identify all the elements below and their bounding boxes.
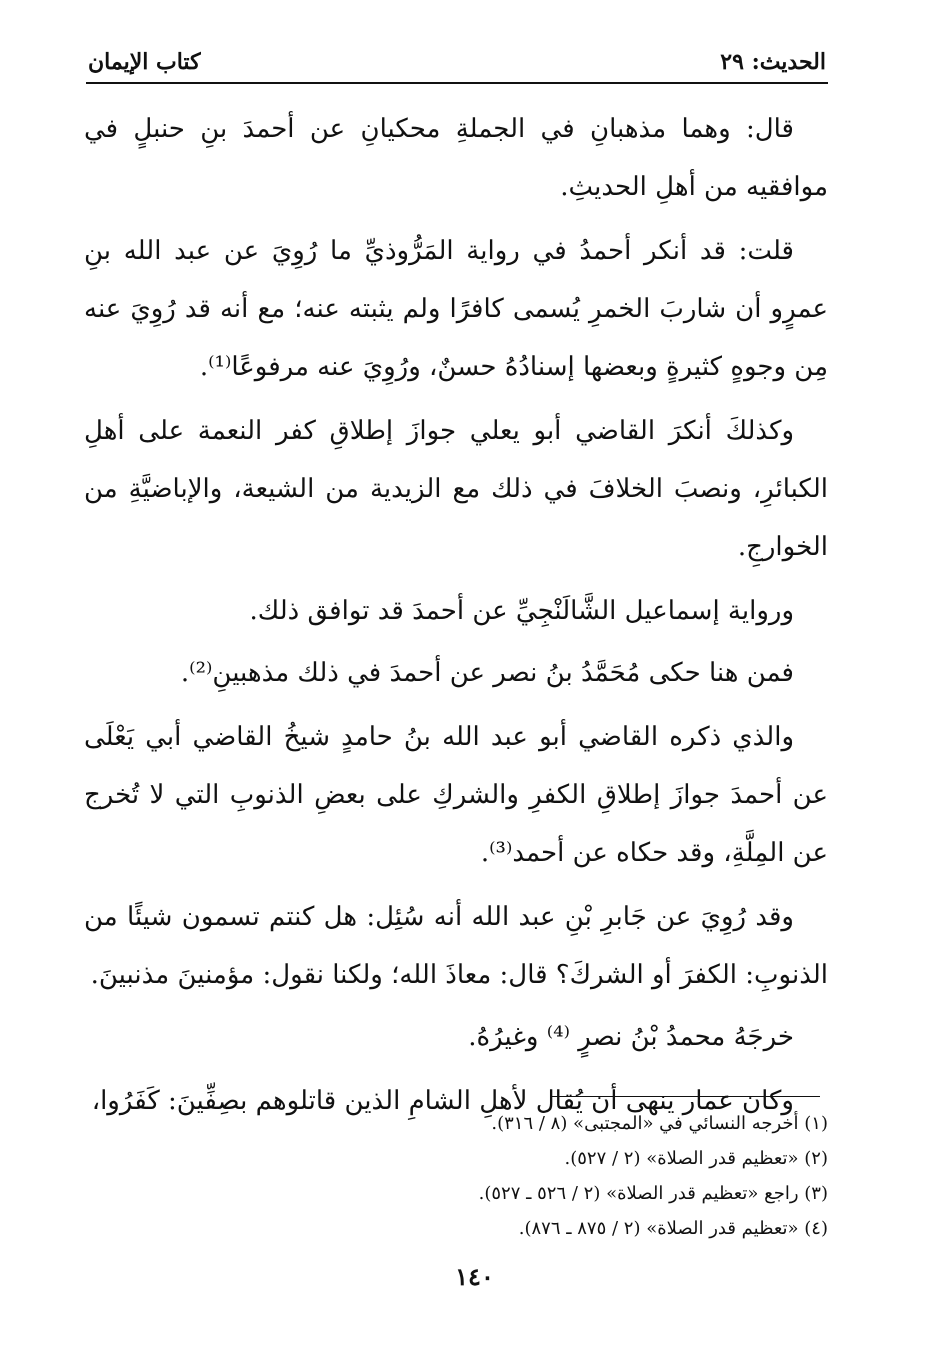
header-divider xyxy=(86,82,828,84)
paragraph: وكان عمار ينهى أن يُقال لأهلِ الشامِ الذين قاتلوهم بصِفِّينَ: كَفَرُوا، xyxy=(91,1086,794,1116)
footnotes xyxy=(84,1106,828,1246)
footnote: (١) أخرجه النسائي في «المجتبى» (٨ / ٣١٦). xyxy=(491,1113,828,1134)
footnote-divider xyxy=(552,1096,820,1097)
main-text xyxy=(84,100,828,1136)
paragraph: فمن هنا حكى مُحَمَّدُ بنُ نصر عن أحمدَ في ذلك مذهبينِ⁽²⁾. xyxy=(180,658,794,688)
paragraph: والذي ذكره القاضي أبو عبد الله بنُ حامدٍ شيخُ القاضي أبي يَعْلَى عن أحمدَ جوازَ إطلاقِ الكفرِ والشركِ على بعضِ الذنوبِ التي لا تُخرج عن المِلَّةِ، وقد حكاه عن أحمد⁽³⁾. xyxy=(84,722,828,868)
footnote: (٤) «تعظيم قدر الصلاة» (٢ / ٨٧٥ ـ ٨٧٦). xyxy=(518,1218,828,1239)
paragraph: ورواية إسماعيل الشَّالَنْجِيِّ عن أحمدَ قد توافق ذلك. xyxy=(249,596,794,626)
paragraph: وكذلكَ أنكرَ القاضي أبو يعلي جوازَ إطلاقِ كفر النعمة على أهلِ الكبائرِ، ونصبَ الخلافَ في ذلك مع الزيدية من الشيعة، والإباضيَّةِ من الخوارجِ. xyxy=(84,416,828,562)
footnote: (٢) «تعظيم قدر الصلاة» (٢ / ٥٢٧). xyxy=(564,1148,828,1169)
paragraph: قال: وهما مذهبانِ في الجملةِ محكيانِ عن أحمدَ بنِ حنبلٍ في موافقيه من أهلِ الحديثِ. xyxy=(84,114,828,202)
paragraph: قلت: قد أنكر أحمدُ في رواية المَرُّوذيِّ ما رُوِيَ عن عبد الله بنِ عمرٍو أن شاربَ الخمرِ يُسمى كافرًا ولم يثبته عنه؛ مع أنه قد رُوِيَ عنه مِن وجوهٍ كثيرةٍ وبعضها إسنادُهُ حسنٌ، ورُوِيَ عنه مرفوعًا⁽¹⁾. xyxy=(84,236,828,382)
paragraph: وقد رُوِيَ عن جَابرِ بْنِ عبد الله أنه سُئِل: هل كنتم تسمون شيئًا من الذنوبِ: الكفرَ أو الشركَ؟ قال: معاذَ الله؛ ولكنا نقول: مؤمنينَ مذنبينَ. xyxy=(84,902,828,990)
hadith-number: الحديث: ٢٩ xyxy=(720,49,826,75)
paragraph: خرجَهُ محمدُ بْنُ نصرٍ ⁽⁴⁾ وغيرُهُ. xyxy=(468,1022,794,1052)
footnote: (٣) راجع «تعظيم قدر الصلاة» (٢ / ٥٢٦ ـ ٥٢٧). xyxy=(478,1183,828,1204)
running-header xyxy=(88,44,826,80)
book-title: كتاب الإيمان xyxy=(88,49,201,75)
page-number: ١٤٠ xyxy=(455,1262,494,1291)
